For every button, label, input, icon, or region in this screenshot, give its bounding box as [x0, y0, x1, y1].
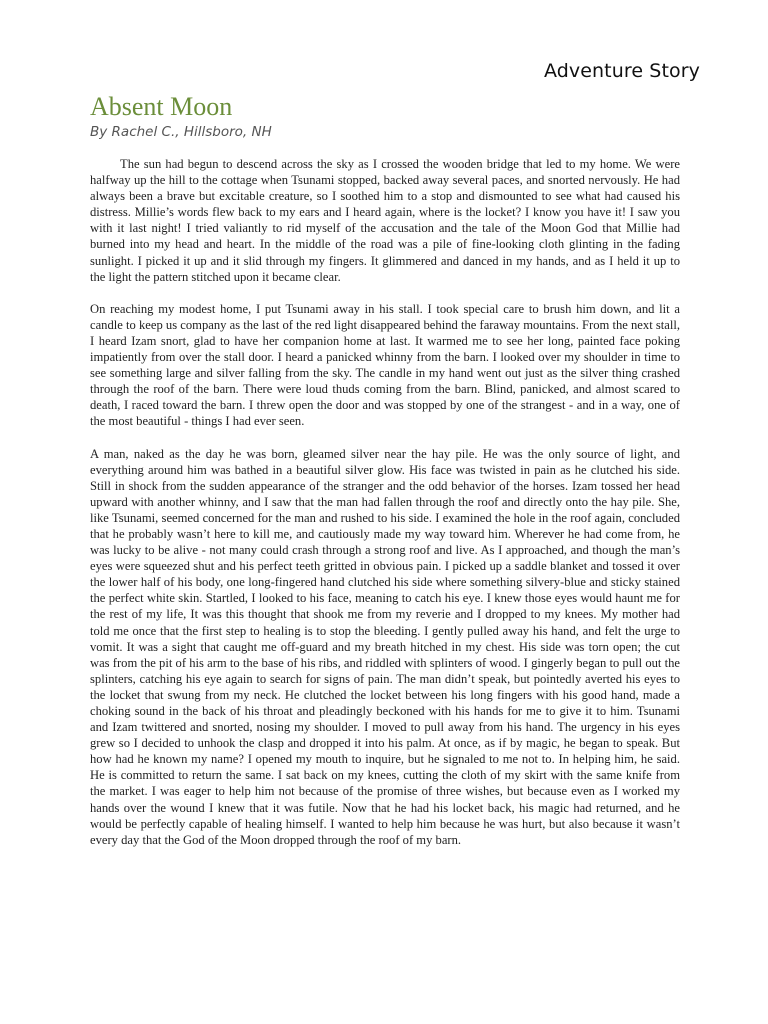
section-label: Adventure Story: [543, 60, 700, 82]
story-body: [90, 156, 680, 864]
story-title: Absent Moon: [90, 92, 233, 121]
story-byline: By Rachel C., Hillsboro, NH: [90, 124, 272, 140]
story-paragraph-2: On reaching my modest home, I put Tsunami away in his stall. I took special care to brush him down, and lit a candle to keep us company as the last of the red light disappeared behind the faraway mountains. From the next stall, I heard Izam snort, glad to have her companion home at last. It warmed me to see her long, painted face poking impatiently from over the stall door. I heard a panicked whinny from the barn. I looked over my shoulder in time to see something large and silver falling from the sky. The candle in my hand went out just as the silver thing crashed through the roof of the barn. There were loud thuds coming from the barn. Blind, panicked, and almost scared to death, I raced toward the barn. I threw open the door and was stopped by one of the strangest - and in a way, one of the most beautiful - things I had ever seen.: [90, 301, 680, 429]
story-paragraph-3: A man, naked as the day he was born, gleamed silver near the hay pile. He was the only source of light, and everything around him was bathed in a beautiful silver glow. His face was twisted in pain as he clutched his side. Still in shock from the sudden appearance of the stranger and the odd behavior of the horses. Izam tossed her head upward with another whinny, and I saw that the man had fallen through the roof and directly onto the hay pile. She, like Tsunami, seemed concerned for the man and rushed to his side. I examined the hole in the roof again, concluded that he probably wasn’t here to kill me, and cautiously made my way toward him. Wherever he had come from, he was lucky to be alive - not many could crash through a strong roof and live. As I approached, and though the man’s eyes were squeezed shut and his perfect teeth gritted in obvious pain. I picked up a saddle blanket and tossed it over the lower half of his body, one long-fingered hand clutched his side where something silvery-blue and sticky stained the perfect white skin. Startled, I looked to his face, meaning to catch his eye. I knew those eyes would haunt me for the rest of my life, It was this thought that shook me from my reverie and I dropped to my knees. My mother had told me once that the first step to healing is to stop the bleeding. I gently pulled away his hand, and felt the urge to vomit. It was a sight that caught me off-guard and my breath hitched in my chest. His side was torn open; the cut was from the pit of his arm to the base of his ribs, and riddled with splinters of wood. I gingerly began to pull out the splinters, catching his eye again to search for signs of pain. The man didn’t speak, but pointedly averted his eyes to the locket that swung from my neck. He clutched the locket between his long fingers with his good hand, made a choking sound in the back of his throat and pleadingly beckoned with his hands for me to give it to him. Tsunami and Izam twittered and snorted, nosing my shoulder. I moved to pull away from his hand. The urgency in his eyes grew so I decided to unhook the clasp and dropped it into his palm. At once, as if by magic, he began to speak. But how had he known my name? I opened my mouth to inquire, but he signaled to me not to. In helping him, he said. He is committed to return the same. I sat back on my knees, cutting the cloth of my skirt with the same knife from the market. I was eager to help him not because of the promise of three wishes, but because even as I worked my hands over the wound I knew that it was futile. Now that he had his locket back, his magic had returned, and he would be perfectly capable of healing himself. I wanted to help him because he was hurt, but also because it wasn’t every day that the God of the Moon dropped through the roof of my barn.: [90, 446, 680, 847]
story-paragraph-1: The sun had begun to descend across the sky as I crossed the wooden bridge that led to my home. We were halfway up the hill to the cottage when Tsunami stopped, backed away several paces, and snorted nervously. He had always been a brave but excitable creature, so I soothed him to a stop and dismounted to see what had caused his distress. Millie’s words flew back to my ears and I heard again, where is the locket? I know you have it! I saw you with it last night! I tried valiantly to rid myself of the accusation and the tale of the Moon God that Millie had burned into my head and heart. In the middle of the road was a pile of fine-looking cloth glinting in the fading sunlight. I picked it up and it slid through my fingers. It glimmered and danced in my hands, and as I held it up to the light the pattern stitched upon it became clear.: [90, 157, 680, 284]
